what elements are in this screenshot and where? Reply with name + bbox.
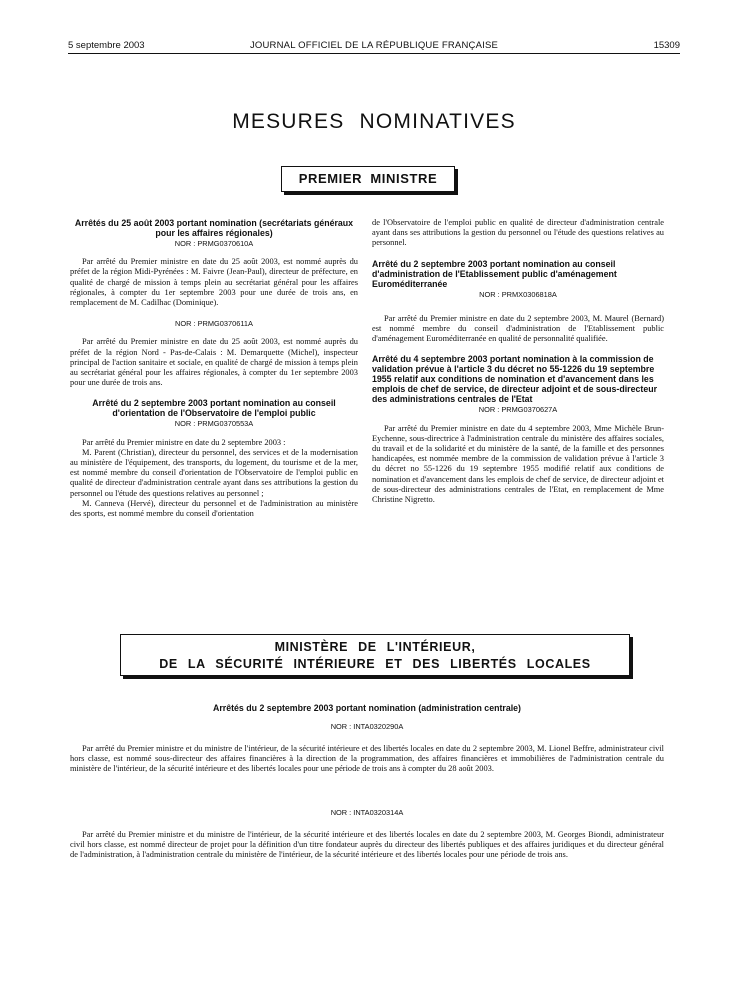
header-date: 5 septembre 2003 (68, 40, 145, 51)
article-paragraph: M. Parent (Christian), directeur du personnel, des services et de la modernisation au ministère de l'équipement, des transports, du logement, du tourisme et de la mer, est nommé membre du conseil d'orientation de l'Observatoire de l'emploi public en qualité de directeur d'administration centrale ayant dans ses attributions la gestion du personnel ou l'étude des questions relatives au personnel ; (70, 447, 358, 498)
article-title: Arrêté du 2 septembre 2003 portant nomination au conseil d'administration de l'Etablissement public d'aménagement Euroméditerranée (372, 258, 617, 289)
nor-reference: NOR : PRMG0370611A (175, 319, 253, 329)
article-title: Arrêté du 4 septembre 2003 portant nomination à la commission de validation prévue à l'article 3 du décret no 55-1226 du 19 septembre 1955 relatif aux conditions de nomination et d'avancement dans les emplois de chef de service, de directeur adjoint et de sous-directeur des administrations centrales de l'Etat (372, 354, 658, 405)
article-paragraph: Par arrêté du Premier ministre en date du 2 septembre 2003 : (82, 437, 286, 447)
nor-reference: NOR : INTA0320290A (330, 722, 404, 731)
article-title: Arrêtés du 2 septembre 2003 portant nomination (administration centrale) (213, 703, 521, 713)
nor-reference: NOR : PRMG0370553A (174, 419, 254, 429)
nor-reference: NOR : PRMX0306818A (479, 289, 557, 299)
article-paragraph: Par arrêté du Premier ministre en date du 4 septembre 2003, Mme Michèle Brun-Eychenne, sous-directrice à l'administration centrale du ministère des affaires sociales, du travail et de la solidarité et du ministère de la santé, de la famille et des personnes handicapées, est nommée membre de la commission de validation prévue à l'article 3 du décret no 55-1226 du 19 septembre 1955 modifié relatif aux conditions de nomination et d'avancement dans les emplois de chef de service, de directeur adjoint et de sous-directeur des administrations centrales de l'Etat, en remplacement de Mme Christine Nigretto. (372, 423, 664, 505)
article-paragraph: Par arrêté du Premier ministre et du ministre de l'intérieur, de la sécurité intérieure et des libertés locales en date du 2 septembre 2003, M. Lionel Beffre, administrateur civil hors classe, est nommé sous-directeur des affaires financières à la direction de la programmation, des affaires financières et immobilières de l'administration centrale du ministère de l'intérieur, de la sécurité intérieure et des libertés locales pour une période de trois ans à compter du 28 août 2003. (70, 744, 664, 774)
article-paragraph: Par arrêté du Premier ministre en date du 25 août 2003, est nommé auprès du préfet de la région Midi-Pyrénées : M. Faivre (Jean-Paul), directeur de préfecture, en qualité de chargé de mission à temps plein au secrétariat général pour les affaires régionales, à compter du 1er septembre 2003 pour une durée de trois ans, en remplacement de M. Cadilhac (Dominique). (70, 257, 358, 308)
header-page-number: 15309 (653, 40, 680, 51)
section-title-premier-ministre: PREMIER MINISTRE (281, 166, 455, 192)
main-title: MESURES NOMINATIVES (232, 110, 516, 133)
nor-reference: NOR : INTA0320314A (330, 808, 404, 817)
article-paragraph-continued: de l'Observatoire de l'emploi public en qualité de directeur d'administration centrale ayant dans ses attributions la gestion du personnel ou l'étude des questions relatives au personnel. (372, 218, 664, 248)
full-width-section (70, 0, 664, 990)
article-title: Arrêté du 2 septembre 2003 portant nomination au conseil d'orientation de l'Observatoire de l'emploi public (92, 398, 336, 419)
article-paragraph: Par arrêté du Premier ministre en date du 25 août 2003, est nommé auprès du préfet de la région Nord - Pas-de-Calais : M. Demarquette (Michel), inspecteur principal de l'action sanitaire et sociale, en qualité de chargé de mission à temps plein au secrétariat général pour les affaires régionales, à compter du 1er septembre 2003 pour une durée de trois ans. (70, 337, 358, 388)
article-paragraph: Par arrêté du Premier ministre et du ministre de l'intérieur, de la sécurité intérieure et des libertés locales en date du 2 septembre 2003, M. Georges Biondi, administrateur civil hors classe, est nommé directeur de projet pour la définition d'un titre fondateur auprès du directeur des libertés publiques et des affaires juridiques et du directeur général de l'administration, à l'administration centrale du ministère de l'intérieur, de la sécurité intérieure et des libertés locales pour une période de trois ans. (70, 830, 664, 860)
article-title: Arrêtés du 25 août 2003 portant nomination (secrétariats généraux pour les affaires régionales) (74, 218, 354, 238)
article-paragraph: M. Canneva (Hervé), directeur du personnel et de l'administration au ministère des sports, est nommé membre du conseil d'orientation (70, 498, 358, 519)
header-journal-title: JOURNAL OFFICIEL DE LA RÉPUBLIQUE FRANÇAISE (249, 40, 499, 51)
section-title-line: DE LA SÉCURITÉ INTÉRIEURE ET DES LIBERTÉS LOCALES (159, 657, 591, 671)
article-paragraph: Par arrêté du Premier ministre en date du 2 septembre 2003, M. Maurel (Bernard) est nommé membre du conseil d'administration de l'Etablissement public d'aménagement Euroméditerranée en qualité de personnalité qualifiée. (372, 313, 664, 344)
nor-reference: NOR : PRMG0370627A (478, 405, 558, 415)
section-title-line: MINISTÈRE DE L'INTÉRIEUR, (274, 640, 476, 654)
nor-reference: NOR : PRMG0370610A (174, 239, 254, 248)
